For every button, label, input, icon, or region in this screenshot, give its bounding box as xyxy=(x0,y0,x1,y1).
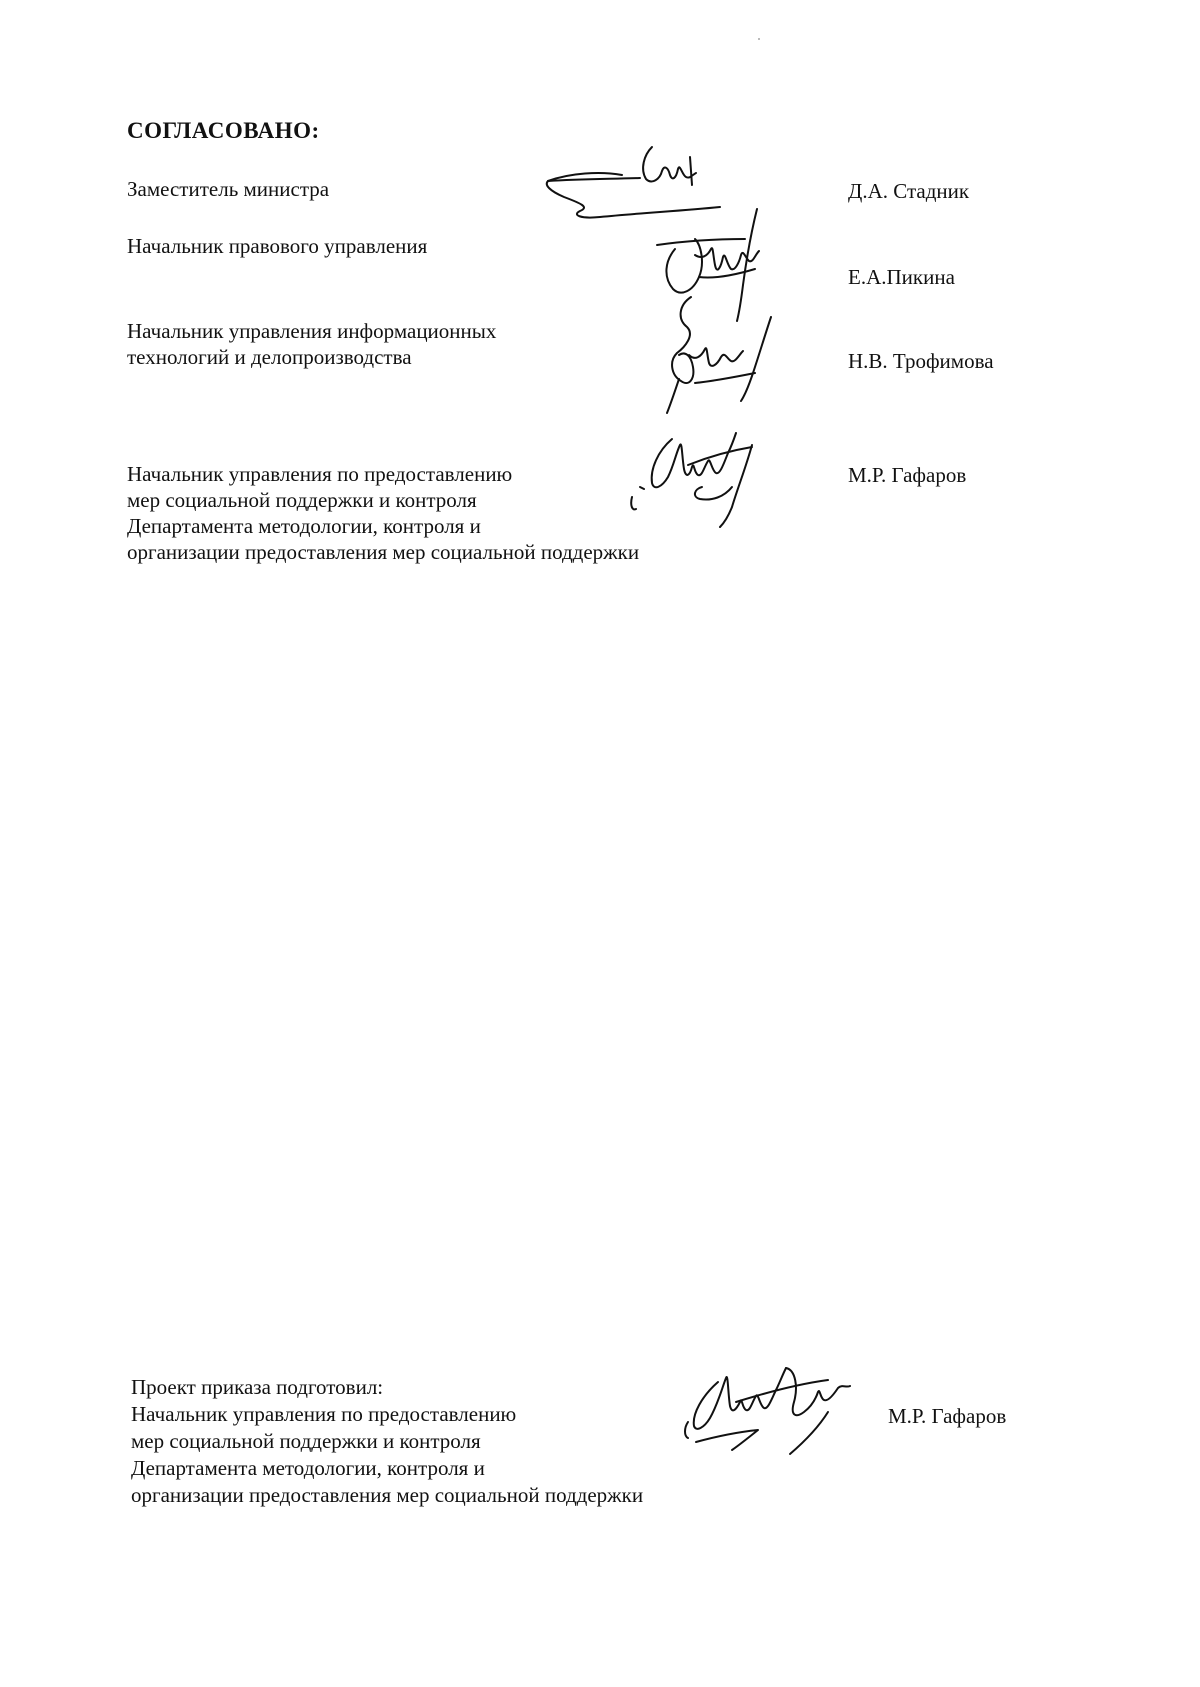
signatory-3-position-line-2: технологий и делопроизводства xyxy=(127,345,412,369)
signatory-4-position-line-1: Начальник управления по предоставлению xyxy=(127,462,513,486)
signature-gafarov-prepared xyxy=(678,1358,878,1463)
signatory-3-position-line-1: Начальник управления информационных xyxy=(127,319,497,343)
signatory-4-position-line-4: организации предоставления мер социальной поддержки xyxy=(127,540,640,564)
signature-gafarov xyxy=(628,427,788,532)
scan-speck xyxy=(758,38,760,40)
signatory-3-name: Н.В. Трофимова xyxy=(848,349,994,373)
prepared-by-line-1: Проект приказа подготовил: xyxy=(131,1375,384,1399)
signature-trofimova xyxy=(655,295,785,425)
signatory-4-position-line-3: Департамента методологии, контроля и xyxy=(127,514,481,538)
signatory-2-position: Начальник правового управления xyxy=(127,234,428,258)
prepared-by-line-4: Департамента методологии, контроля и xyxy=(131,1456,485,1480)
signatory-4-position-line-2: мер социальной поддержки и контроля xyxy=(127,488,477,512)
approval-heading: СОГЛАСОВАНО: xyxy=(127,118,320,143)
signatory-1-name: Д.А. Стадник xyxy=(848,179,970,203)
signatory-4-name: М.Р. Гафаров xyxy=(848,463,967,487)
prepared-by-line-3: мер социальной поддержки и контроля xyxy=(131,1429,481,1453)
prepared-by-line-5: организации предоставления мер социальной поддержки xyxy=(131,1483,644,1507)
prepared-by-name: М.Р. Гафаров xyxy=(888,1404,1007,1428)
prepared-by-line-2: Начальник управления по предоставлению xyxy=(131,1402,517,1426)
signatory-1-position: Заместитель министра xyxy=(127,177,330,201)
signatory-2-name: Е.А.Пикина xyxy=(848,265,955,289)
